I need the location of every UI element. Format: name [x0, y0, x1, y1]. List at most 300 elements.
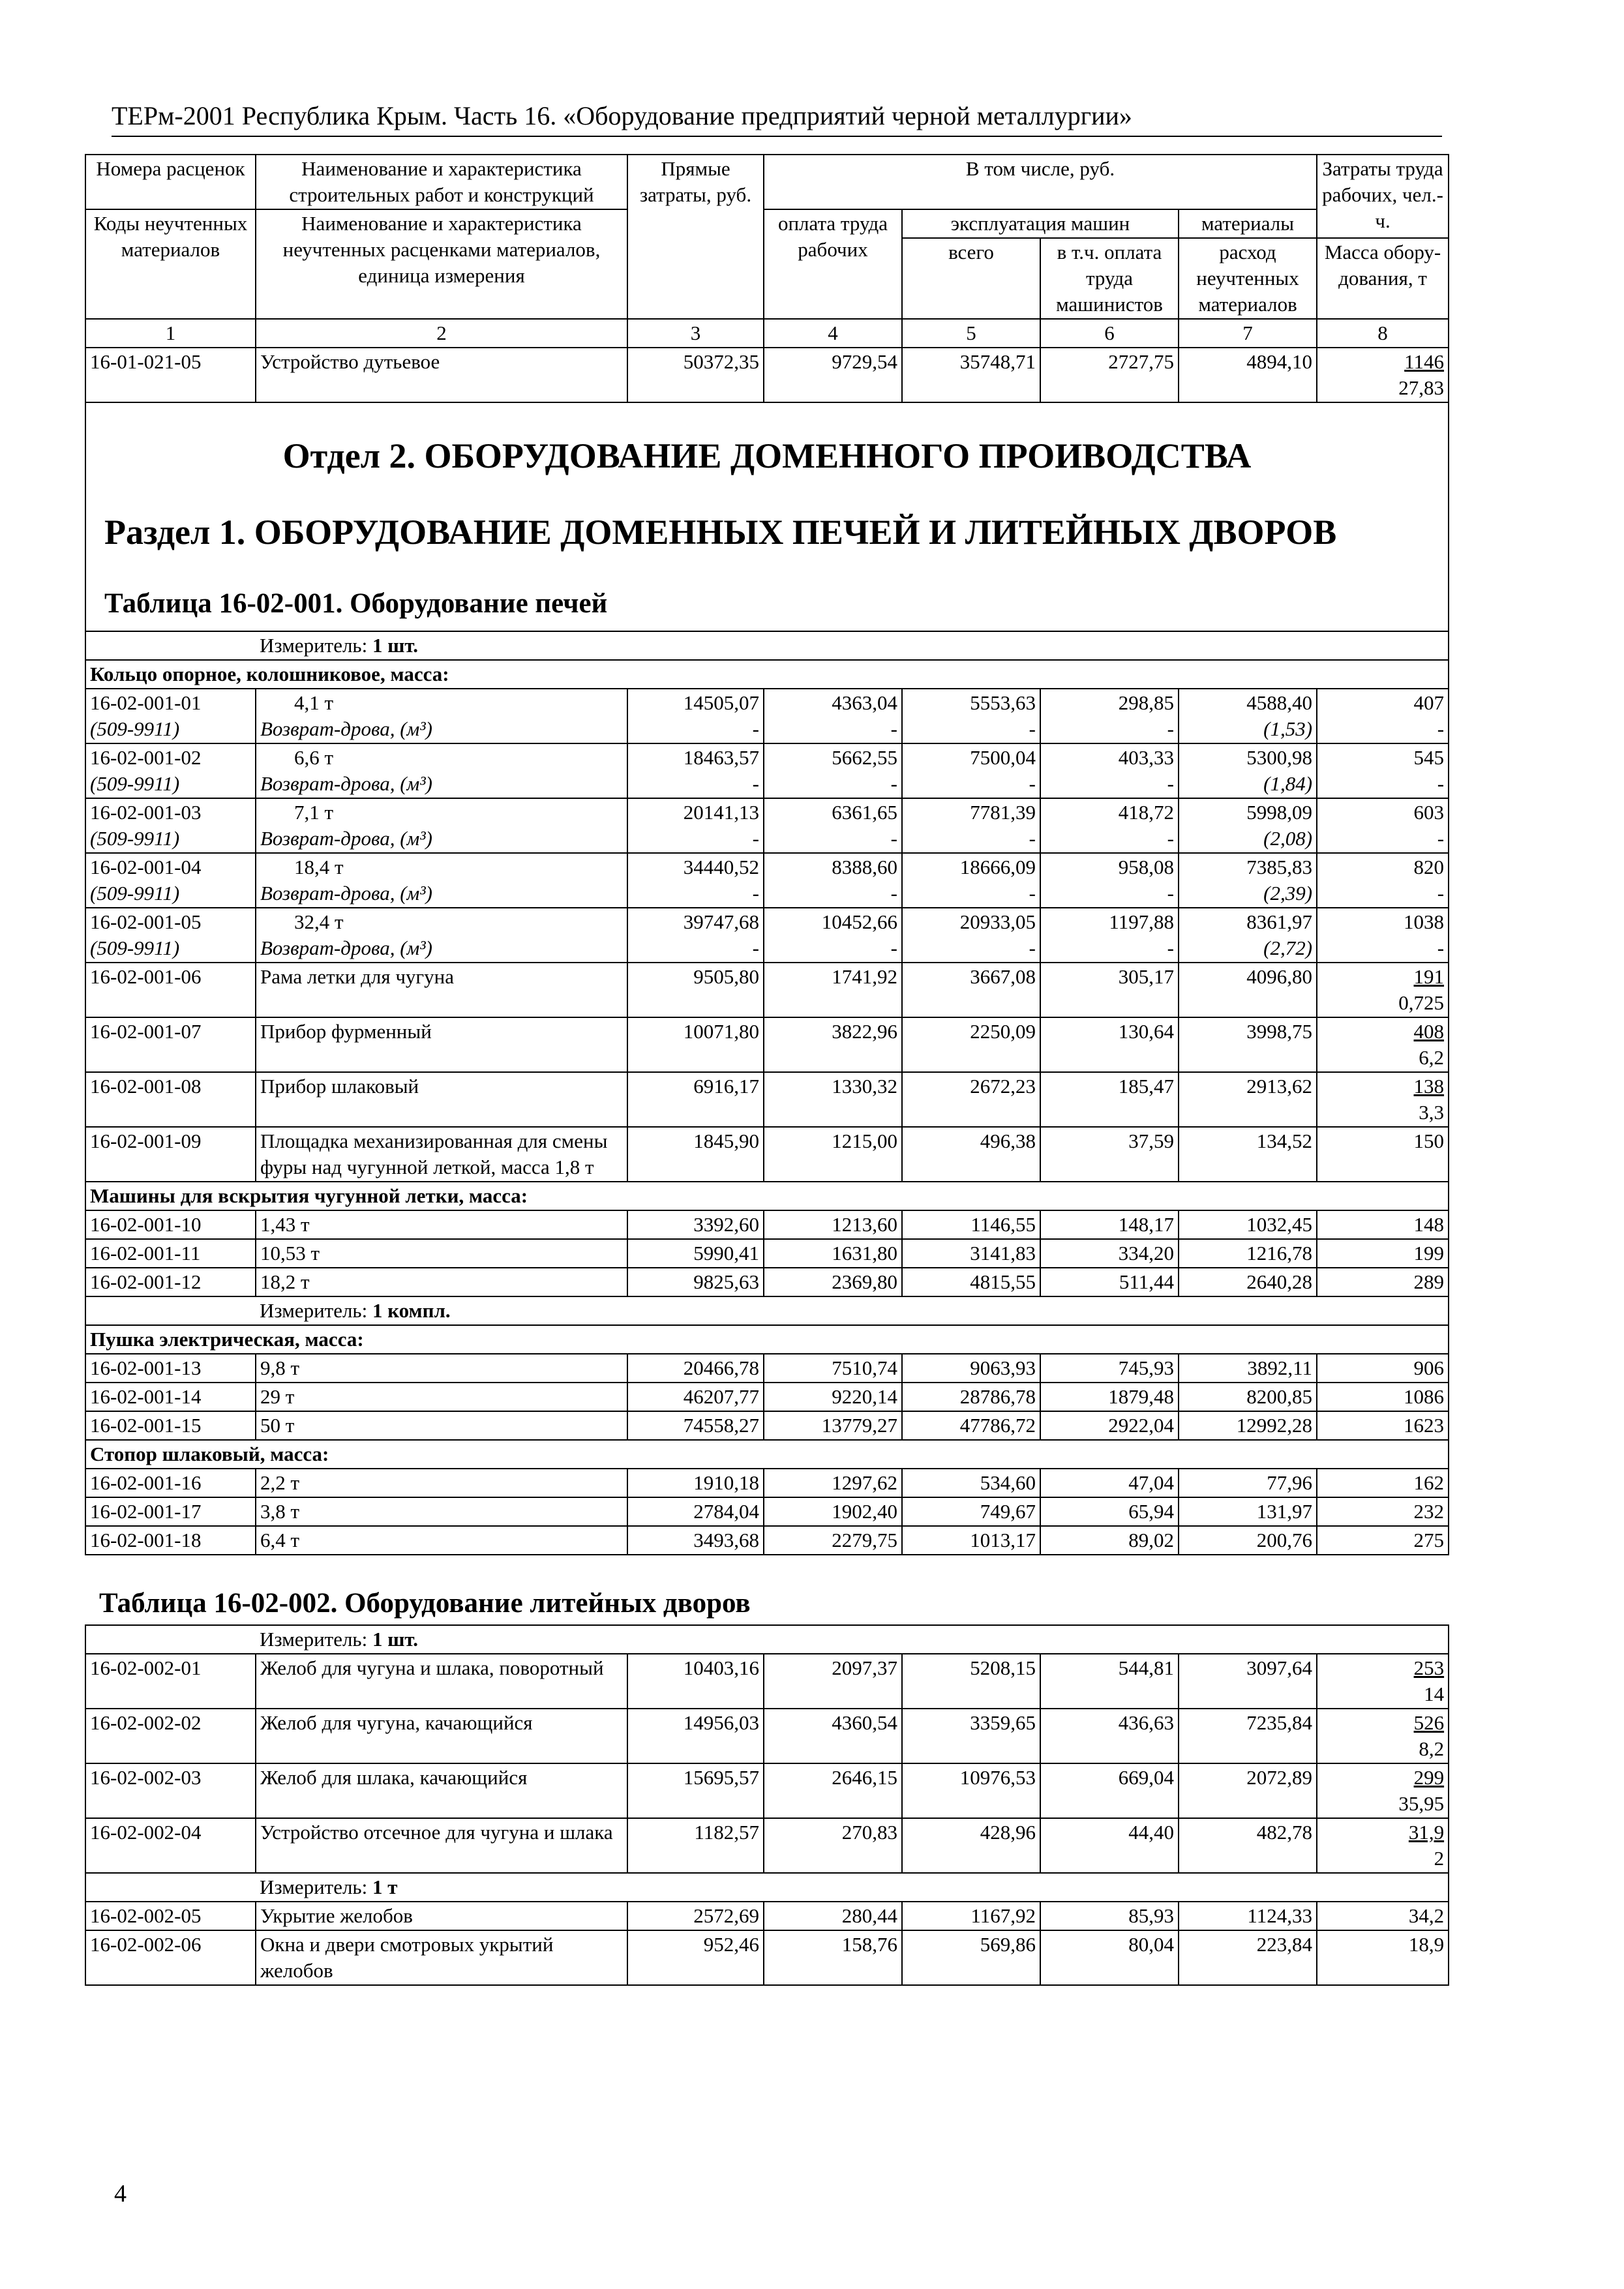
rate-name: 29 т [256, 1383, 627, 1411]
rate-code: 16-02-002-02 [85, 1709, 256, 1763]
direct-costs: 1845,90 [627, 1127, 764, 1182]
col-work-name-header: Наименование и характеристика строительных работ и конструкций [256, 155, 627, 209]
rate-mass: 7,1 т [294, 801, 334, 824]
rate-name [256, 689, 627, 743]
measure-value: 1 компл. [372, 1299, 451, 1322]
cost-value [764, 908, 902, 963]
rate-code [85, 908, 256, 963]
operator-pay: 2727,75 [1040, 348, 1179, 402]
rate-mass: 32,4 т [294, 910, 344, 933]
table-row [85, 798, 1449, 853]
labor-value: 289 [1317, 1268, 1449, 1296]
group-title: Машины для вскрытия чугунной летки, масса: [85, 1182, 1449, 1210]
worker-pay: 2369,80 [764, 1268, 902, 1296]
rate-name: 1,43 т [256, 1210, 627, 1239]
section-banner [85, 402, 1449, 631]
labor-amount: 407 [1413, 691, 1445, 714]
dash: - [1167, 772, 1174, 795]
direct-costs: 9825,63 [627, 1268, 764, 1296]
direct-costs: 1910,18 [627, 1469, 764, 1497]
rate-code: 16-02-002-03 [85, 1763, 256, 1818]
direct-costs: 2572,69 [627, 1902, 764, 1930]
operator-pay: 185,47 [1040, 1072, 1179, 1127]
cost-value [1040, 743, 1179, 798]
col-materials-consumption-header: расход неучтенных материалов [1179, 238, 1317, 319]
col-direct-costs-header: Прямые затраты, руб. [627, 155, 764, 319]
rate-name: Желоб для чугуна и шлака, поворотный [256, 1654, 627, 1709]
machines-total: 428,96 [902, 1818, 1040, 1873]
machines-total: 5208,15 [902, 1654, 1040, 1709]
labor-value [1317, 743, 1449, 798]
direct-costs: 3493,68 [627, 1526, 764, 1555]
direct-costs: 3392,60 [627, 1210, 764, 1239]
worker-pay: 13779,27 [764, 1411, 902, 1440]
table-row [85, 1902, 1449, 1930]
subsection-title: Раздел 1. ОБОРУДОВАНИЕ ДОМЕННЫХ ПЕЧЕЙ И ЛИТЕЙНЫХ ДВОРОВ [104, 513, 1337, 552]
machines-total: 10976,53 [902, 1763, 1040, 1818]
labor-amount: 545 [1413, 746, 1445, 769]
spacer [85, 1555, 1448, 1587]
dash: - [1437, 936, 1445, 959]
table-title: Таблица 16-02-001. Оборудование печей [104, 588, 608, 619]
labor-value: 31,9 [1408, 1821, 1445, 1844]
table-row [85, 689, 1449, 743]
group-title: Пушка электрическая, масса: [85, 1325, 1449, 1354]
page-number: 4 [114, 2180, 127, 2207]
table-row [85, 1526, 1449, 1555]
rate-code [85, 853, 256, 908]
labor-value [1317, 798, 1449, 853]
material-code: (509-9911) [90, 827, 180, 850]
cost-value [627, 743, 764, 798]
labor-value: 408 [1413, 1020, 1445, 1043]
dash: - [890, 717, 897, 740]
rate-name [256, 853, 627, 908]
cost-value [764, 743, 902, 798]
labor-value: 150 [1317, 1127, 1449, 1182]
material-code: (509-9911) [90, 882, 180, 905]
dash: - [890, 882, 897, 905]
dash: - [1029, 827, 1036, 850]
table-row [85, 1239, 1449, 1268]
col-material-codes-header: Коды неучтенных материалов [85, 209, 256, 319]
labor-and-mass [1317, 1709, 1449, 1763]
material-name: Возврат-дрова, (м³) [260, 772, 432, 795]
labor-and-mass [1317, 348, 1449, 402]
labor-value: 162 [1317, 1469, 1449, 1497]
direct-costs: 74558,27 [627, 1411, 764, 1440]
direct-costs: 5990,41 [627, 1239, 764, 1268]
cost-amount: 7781,39 [970, 801, 1036, 824]
rate-name: 3,8 т [256, 1497, 627, 1526]
labor-value: 191 [1413, 965, 1445, 988]
rate-code: 16-02-001-08 [85, 1072, 256, 1127]
operator-pay: 37,59 [1040, 1127, 1179, 1182]
machines-total: 9063,93 [902, 1354, 1040, 1383]
materials-cost [1179, 689, 1317, 743]
header-row-2 [85, 209, 1449, 238]
machines-total: 534,60 [902, 1469, 1040, 1497]
column-number: 4 [764, 319, 902, 348]
dash: - [1167, 717, 1174, 740]
operator-pay: 745,93 [1040, 1354, 1179, 1383]
rate-name: Устройство дутьевое [256, 348, 627, 402]
material-code: (509-9911) [90, 936, 180, 959]
mass-value: 8,2 [1419, 1737, 1445, 1760]
worker-pay: 1215,00 [764, 1127, 902, 1182]
table-row [85, 1411, 1449, 1440]
rate-code: 16-02-001-13 [85, 1354, 256, 1383]
material-name: Возврат-дрова, (м³) [260, 717, 432, 740]
rate-name [256, 798, 627, 853]
direct-costs: 15695,57 [627, 1763, 764, 1818]
machines-total: 1167,92 [902, 1902, 1040, 1930]
labor-and-mass [1317, 1763, 1449, 1818]
dash: - [1437, 882, 1445, 905]
mass-value: 3,3 [1419, 1101, 1445, 1124]
dash: - [890, 772, 897, 795]
labor-value: 148 [1317, 1210, 1449, 1239]
measure-row [85, 631, 1449, 660]
table-row [85, 1383, 1449, 1411]
materials-cost: 134,52 [1179, 1127, 1317, 1182]
labor-value: 906 [1317, 1354, 1449, 1383]
table-row [85, 348, 1449, 402]
rate-code: 16-02-001-18 [85, 1526, 256, 1555]
labor-amount: 1038 [1404, 910, 1445, 933]
materials-cost [1179, 798, 1317, 853]
cost-value [1040, 853, 1179, 908]
rate-name: Желоб для шлака, качающийся [256, 1763, 627, 1818]
dash: - [1029, 882, 1036, 905]
column-number: 8 [1317, 319, 1449, 348]
worker-pay: 7510,74 [764, 1354, 902, 1383]
operator-pay: 334,20 [1040, 1239, 1179, 1268]
rate-code: 16-02-002-05 [85, 1902, 256, 1930]
operator-pay: 1879,48 [1040, 1383, 1179, 1411]
measure-spacer [85, 1625, 256, 1654]
labor-value: 138 [1413, 1075, 1445, 1098]
measure-cell [256, 1296, 1449, 1325]
table-row [85, 1818, 1449, 1873]
measure-label: Измеритель: [260, 634, 368, 657]
labor-value: 1086 [1317, 1383, 1449, 1411]
materials-cost: 200,76 [1179, 1526, 1317, 1555]
dash: - [1029, 936, 1036, 959]
column-numbers-row [85, 319, 1449, 348]
cost-amount: 39747,68 [683, 910, 759, 933]
table-row [85, 1268, 1449, 1296]
table-row [85, 743, 1449, 798]
measure-spacer [85, 1873, 256, 1902]
measure-spacer [85, 631, 256, 660]
materials-consumption: (2,08) [1263, 827, 1313, 850]
labor-and-mass [1317, 1654, 1449, 1709]
operator-pay: 305,17 [1040, 963, 1179, 1017]
measure-row [85, 1296, 1449, 1325]
labor-value [1317, 908, 1449, 963]
machines-total: 35748,71 [902, 348, 1040, 402]
worker-pay: 158,76 [764, 1930, 902, 1985]
section-title: Отдел 2. ОБОРУДОВАНИЕ ДОМЕННОГО ПРОИВОДСТВА [282, 436, 1252, 475]
rate-name: 6,4 т [256, 1526, 627, 1555]
col-material-name-header: Наименование и характеристика неучтенных расценками материалов, единица измерения [256, 209, 627, 319]
cost-amount: 298,85 [1118, 691, 1174, 714]
rate-code: 16-02-001-07 [85, 1017, 256, 1072]
table-row [85, 853, 1449, 908]
col-operator-pay-header: в т.ч. оплата труда машинистов [1040, 238, 1179, 319]
dash: - [890, 936, 897, 959]
dash: - [752, 827, 759, 850]
cost-value [1040, 908, 1179, 963]
column-number: 7 [1179, 319, 1317, 348]
materials-consumption: (1,84) [1263, 772, 1313, 795]
operator-pay: 44,40 [1040, 1818, 1179, 1873]
cost-value [627, 798, 764, 853]
rate-code: 16-02-001-11 [85, 1239, 256, 1268]
material-code: (509-9911) [90, 772, 180, 795]
materials-amount: 8361,97 [1246, 910, 1313, 933]
materials-cost: 2072,89 [1179, 1763, 1317, 1818]
rate-code: 16-02-001-14 [85, 1383, 256, 1411]
rate-code [85, 743, 256, 798]
col-rate-number-header: Номера расценок [85, 155, 256, 209]
table-row [85, 1763, 1449, 1818]
labor-value: 18,9 [1317, 1930, 1449, 1985]
direct-costs: 9505,80 [627, 963, 764, 1017]
machines-total: 749,67 [902, 1497, 1040, 1526]
materials-amount: 4588,40 [1246, 691, 1313, 714]
dash: - [1167, 936, 1174, 959]
dash: - [752, 717, 759, 740]
materials-amount: 5300,98 [1246, 746, 1313, 769]
dash: - [752, 882, 759, 905]
direct-costs: 50372,35 [627, 348, 764, 402]
rate-code: 16-02-001-06 [85, 963, 256, 1017]
labor-and-mass [1317, 1072, 1449, 1127]
mass-value: 0,725 [1398, 991, 1445, 1014]
materials-cost: 482,78 [1179, 1818, 1317, 1873]
materials-cost: 2913,62 [1179, 1072, 1317, 1127]
rate-mass: 6,6 т [294, 746, 334, 769]
table-row [85, 908, 1449, 963]
rates-table [85, 154, 1449, 1555]
rate-name: Укрытие желобов [256, 1902, 627, 1930]
rate-name: 50 т [256, 1411, 627, 1440]
worker-pay: 1741,92 [764, 963, 902, 1017]
measure-cell [256, 1873, 1449, 1902]
measure-label: Измеритель: [260, 1628, 368, 1651]
worker-pay: 1213,60 [764, 1210, 902, 1239]
labor-amount: 820 [1413, 856, 1445, 878]
worker-pay: 3822,96 [764, 1017, 902, 1072]
rate-name [256, 908, 627, 963]
labor-value: 199 [1317, 1239, 1449, 1268]
worker-pay: 9729,54 [764, 348, 902, 402]
cost-amount: 18463,57 [683, 746, 759, 769]
cost-amount: 6361,65 [832, 801, 897, 824]
machines-total: 3359,65 [902, 1709, 1040, 1763]
table-row [85, 1497, 1449, 1526]
rate-code: 16-02-001-15 [85, 1411, 256, 1440]
materials-cost: 8200,85 [1179, 1383, 1317, 1411]
materials-amount: 5998,09 [1246, 801, 1313, 824]
column-number: 2 [256, 319, 627, 348]
rate-name: Желоб для чугуна, качающийся [256, 1709, 627, 1763]
column-number: 6 [1040, 319, 1179, 348]
cost-value [627, 853, 764, 908]
measure-spacer [85, 1296, 256, 1325]
table-row [85, 1072, 1449, 1127]
worker-pay: 1631,80 [764, 1239, 902, 1268]
operator-pay: 85,93 [1040, 1902, 1179, 1930]
mass-value: 2 [1434, 1847, 1445, 1870]
direct-costs: 46207,77 [627, 1383, 764, 1411]
rate-code: 16-02-001-09 [85, 1127, 256, 1182]
operator-pay: 80,04 [1040, 1930, 1179, 1985]
materials-cost: 12992,28 [1179, 1411, 1317, 1440]
cost-amount: 1197,88 [1109, 910, 1174, 933]
materials-cost: 4096,80 [1179, 963, 1317, 1017]
labor-value [1317, 689, 1449, 743]
rate-code: 16-02-001-12 [85, 1268, 256, 1296]
operator-pay: 65,94 [1040, 1497, 1179, 1526]
mass-value: 6,2 [1419, 1046, 1445, 1069]
measure-label: Измеритель: [260, 1876, 368, 1898]
cost-value [764, 689, 902, 743]
rate-code-value: 16-02-001-04 [90, 856, 202, 878]
direct-costs: 952,46 [627, 1930, 764, 1985]
table-title: Таблица 16-02-002. Оборудование литейных дворов [99, 1588, 751, 1619]
machines-total: 2672,23 [902, 1072, 1040, 1127]
col-worker-pay-header: оплата труда рабочих [764, 209, 902, 319]
cost-amount: 20141,13 [683, 801, 759, 824]
material-name: Возврат-дрова, (м³) [260, 882, 432, 905]
rates-table-2 [85, 1624, 1449, 1986]
rates-table-2-body [85, 1625, 1449, 1985]
cost-amount: 7500,04 [970, 746, 1036, 769]
cost-amount: 418,72 [1118, 801, 1174, 824]
rate-name: Прибор шлаковый [256, 1072, 627, 1127]
cost-value [764, 798, 902, 853]
direct-costs: 20466,78 [627, 1354, 764, 1383]
dash: - [1167, 882, 1174, 905]
cost-value [902, 853, 1040, 908]
labor-value: 34,2 [1317, 1902, 1449, 1930]
operator-pay: 89,02 [1040, 1526, 1179, 1555]
materials-cost: 1032,45 [1179, 1210, 1317, 1239]
running-header: ТЕРм-2001 Республика Крым. Часть 16. «Оборудование предприятий черной металлургии» [112, 98, 1442, 137]
materials-consumption: (1,53) [1263, 717, 1313, 740]
labor-value: 232 [1317, 1497, 1449, 1526]
measure-cell [256, 631, 1449, 660]
rate-name: Устройство отсечное для чугуна и шлака [256, 1818, 627, 1873]
direct-costs: 14956,03 [627, 1709, 764, 1763]
materials-cost: 2640,28 [1179, 1268, 1317, 1296]
table-row [85, 1654, 1449, 1709]
rates-table-body [85, 155, 1449, 1555]
rate-code: 16-01-021-05 [85, 348, 256, 402]
labor-value: 275 [1317, 1526, 1449, 1555]
rate-name: 2,2 т [256, 1469, 627, 1497]
rate-name: Прибор фурменный [256, 1017, 627, 1072]
materials-consumption: (2,72) [1263, 936, 1313, 959]
section-banner-row [85, 402, 1449, 631]
machines-total: 496,38 [902, 1127, 1040, 1182]
rate-name [256, 743, 627, 798]
direct-costs: 1182,57 [627, 1818, 764, 1873]
measure-row [85, 1873, 1449, 1902]
rate-name: 9,8 т [256, 1354, 627, 1383]
operator-pay: 148,17 [1040, 1210, 1179, 1239]
column-number: 3 [627, 319, 764, 348]
operator-pay: 511,44 [1040, 1268, 1179, 1296]
operator-pay: 2922,04 [1040, 1411, 1179, 1440]
worker-pay: 1297,62 [764, 1469, 902, 1497]
materials-cost: 7235,84 [1179, 1709, 1317, 1763]
dash: - [1029, 772, 1036, 795]
col-mass-header: Масса обору-дования, т [1317, 238, 1449, 319]
rate-name: Площадка механизированная для смены фуры над чугунной леткой, масса 1,8 т [256, 1127, 627, 1182]
direct-costs: 6916,17 [627, 1072, 764, 1127]
measure-label: Измеритель: [260, 1299, 368, 1322]
table-row [85, 1127, 1449, 1182]
rate-code-value: 16-02-001-03 [90, 801, 202, 824]
cost-value [1040, 689, 1179, 743]
rate-name: Рама летки для чугуна [256, 963, 627, 1017]
machines-header: эксплуатация машин [902, 209, 1179, 238]
cost-amount: 34440,52 [683, 856, 759, 878]
materials-cost: 3892,11 [1179, 1354, 1317, 1383]
material-name: Возврат-дрова, (м³) [260, 936, 432, 959]
machines-total: 1146,55 [902, 1210, 1040, 1239]
machines-total: 47786,72 [902, 1411, 1040, 1440]
cost-amount: 18666,09 [959, 856, 1036, 878]
rate-code: 16-02-001-17 [85, 1497, 256, 1526]
operator-pay: 669,04 [1040, 1763, 1179, 1818]
rate-mass: 18,4 т [294, 856, 344, 878]
labor-value: 253 [1413, 1656, 1445, 1679]
labor-and-mass [1317, 1017, 1449, 1072]
rate-code: 16-02-001-10 [85, 1210, 256, 1239]
machines-total: 3667,08 [902, 963, 1040, 1017]
rate-code-value: 16-02-001-01 [90, 691, 202, 714]
dash: - [1029, 717, 1036, 740]
rate-name: 18,2 т [256, 1268, 627, 1296]
cost-amount: 20933,05 [959, 910, 1036, 933]
including-header: В том числе, руб. [764, 155, 1317, 209]
table-row [85, 1709, 1449, 1763]
dash: - [1167, 827, 1174, 850]
table-row [85, 1354, 1449, 1383]
mass-value: 27,83 [1398, 376, 1445, 399]
materials-cost [1179, 853, 1317, 908]
labor-value: 1146 [1404, 350, 1445, 373]
dash: - [752, 772, 759, 795]
materials-cost: 3998,75 [1179, 1017, 1317, 1072]
rate-code-value: 16-02-001-02 [90, 746, 202, 769]
labor-and-mass [1317, 1818, 1449, 1873]
group-row [85, 1325, 1449, 1354]
materials-cost: 131,97 [1179, 1497, 1317, 1526]
material-code: (509-9911) [90, 717, 180, 740]
materials-cost [1179, 908, 1317, 963]
operator-pay: 436,63 [1040, 1709, 1179, 1763]
mass-value: 14 [1424, 1683, 1445, 1705]
cost-value [764, 853, 902, 908]
column-number: 1 [85, 319, 256, 348]
materials-cost: 1124,33 [1179, 1902, 1317, 1930]
